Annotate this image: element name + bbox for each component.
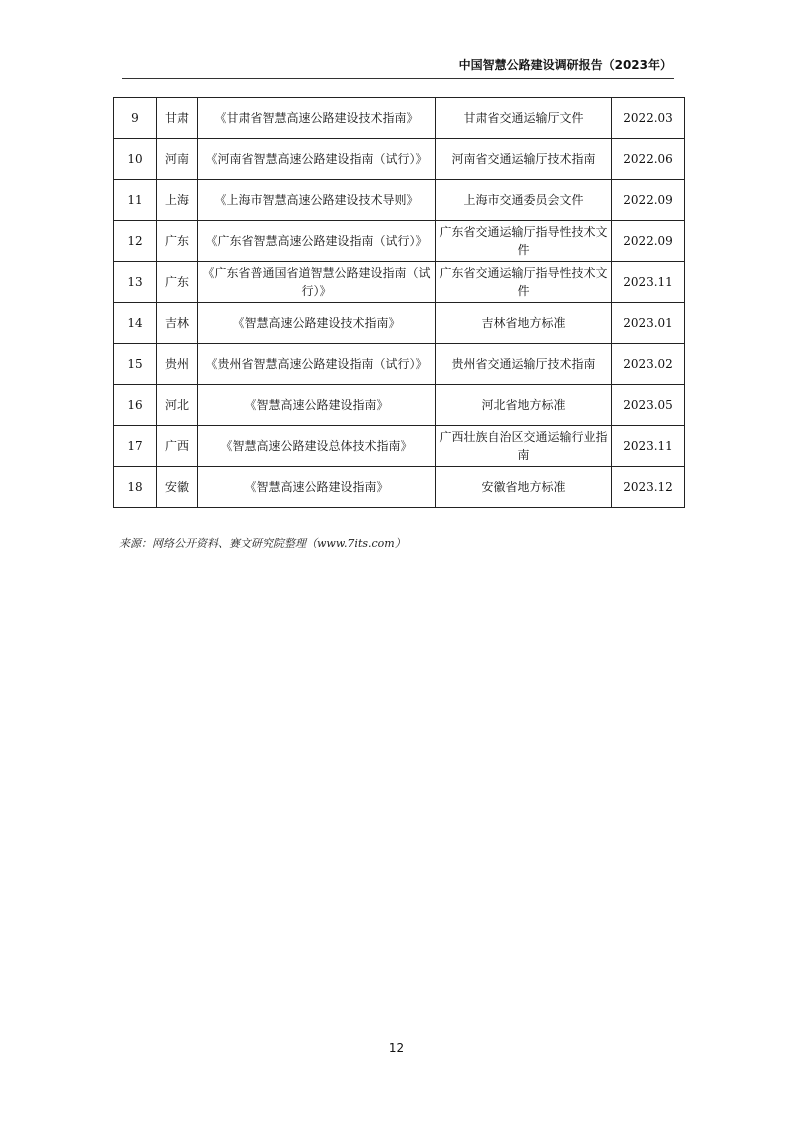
policy-title-cell: 《河南省智慧高速公路建设指南（试行）》 [198,139,436,180]
row-number: 10 [114,139,157,180]
issuer-cell: 贵州省交通运输厅技术指南 [436,344,612,385]
row-number: 15 [114,344,157,385]
province-cell: 上海 [157,180,198,221]
row-number: 11 [114,180,157,221]
policy-title-cell: 《广东省普通国省道智慧公路建设指南（试行）》 [198,262,436,303]
issuer-cell: 甘肃省交通运输厅文件 [436,98,612,139]
source-note: 来源：网络公开资料、赛文研究院整理（www.7its.com） [119,537,406,550]
date-cell: 2023.01 [612,303,685,344]
page-number: 12 [388,1041,405,1055]
row-number: 9 [114,98,157,139]
province-cell: 河北 [157,385,198,426]
date-cell: 2023.11 [612,426,685,467]
issuer-cell: 广西壮族自治区交通运输行业指南 [436,426,612,467]
table-row [114,262,685,303]
issuer-cell: 广东省交通运输厅指导性技术文件 [436,221,612,262]
date-cell: 2022.09 [612,180,685,221]
policy-title-cell: 《智慧高速公路建设总体技术指南》 [198,426,436,467]
row-number: 18 [114,467,157,508]
policy-title-cell: 《智慧高速公路建设指南》 [198,467,436,508]
province-cell: 吉林 [157,303,198,344]
province-cell: 广东 [157,262,198,303]
province-cell: 广西 [157,426,198,467]
policy-title-cell: 《贵州省智慧高速公路建设指南（试行）》 [198,344,436,385]
table-row [114,139,685,180]
province-cell: 贵州 [157,344,198,385]
issuer-cell: 广东省交通运输厅指导性技术文件 [436,262,612,303]
date-cell: 2022.09 [612,221,685,262]
province-cell: 广东 [157,221,198,262]
issuer-cell: 吉林省地方标准 [436,303,612,344]
policy-title-cell: 《上海市智慧高速公路建设技术导则》 [198,180,436,221]
policy-title-cell: 《智慧高速公路建设指南》 [198,385,436,426]
table-row [114,98,685,139]
row-number: 12 [114,221,157,262]
issuer-cell: 河南省交通运输厅技术指南 [436,139,612,180]
issuer-cell: 安徽省地方标准 [436,467,612,508]
row-number: 17 [114,426,157,467]
table-row [114,426,685,467]
table-row [114,221,685,262]
date-cell: 2023.12 [612,467,685,508]
row-number: 16 [114,385,157,426]
table-row [114,344,685,385]
row-number: 13 [114,262,157,303]
issuer-cell: 河北省地方标准 [436,385,612,426]
date-cell: 2023.05 [612,385,685,426]
policy-title-cell: 《广东省智慧高速公路建设指南（试行）》 [198,221,436,262]
table-row [114,180,685,221]
province-cell: 甘肃 [157,98,198,139]
page-header-title: 中国智慧公路建设调研报告（2023年） [458,58,672,72]
table-row [114,303,685,344]
header-rule [122,78,674,79]
table-row [114,385,685,426]
table-row [114,467,685,508]
policy-title-cell: 《甘肃省智慧高速公路建设技术指南》 [198,98,436,139]
date-cell: 2023.02 [612,344,685,385]
date-cell: 2022.06 [612,139,685,180]
issuer-cell: 上海市交通委员会文件 [436,180,612,221]
policy-title-cell: 《智慧高速公路建设技术指南》 [198,303,436,344]
province-cell: 安徽 [157,467,198,508]
province-cell: 河南 [157,139,198,180]
date-cell: 2022.03 [612,98,685,139]
policy-table [113,97,685,508]
row-number: 14 [114,303,157,344]
date-cell: 2023.11 [612,262,685,303]
